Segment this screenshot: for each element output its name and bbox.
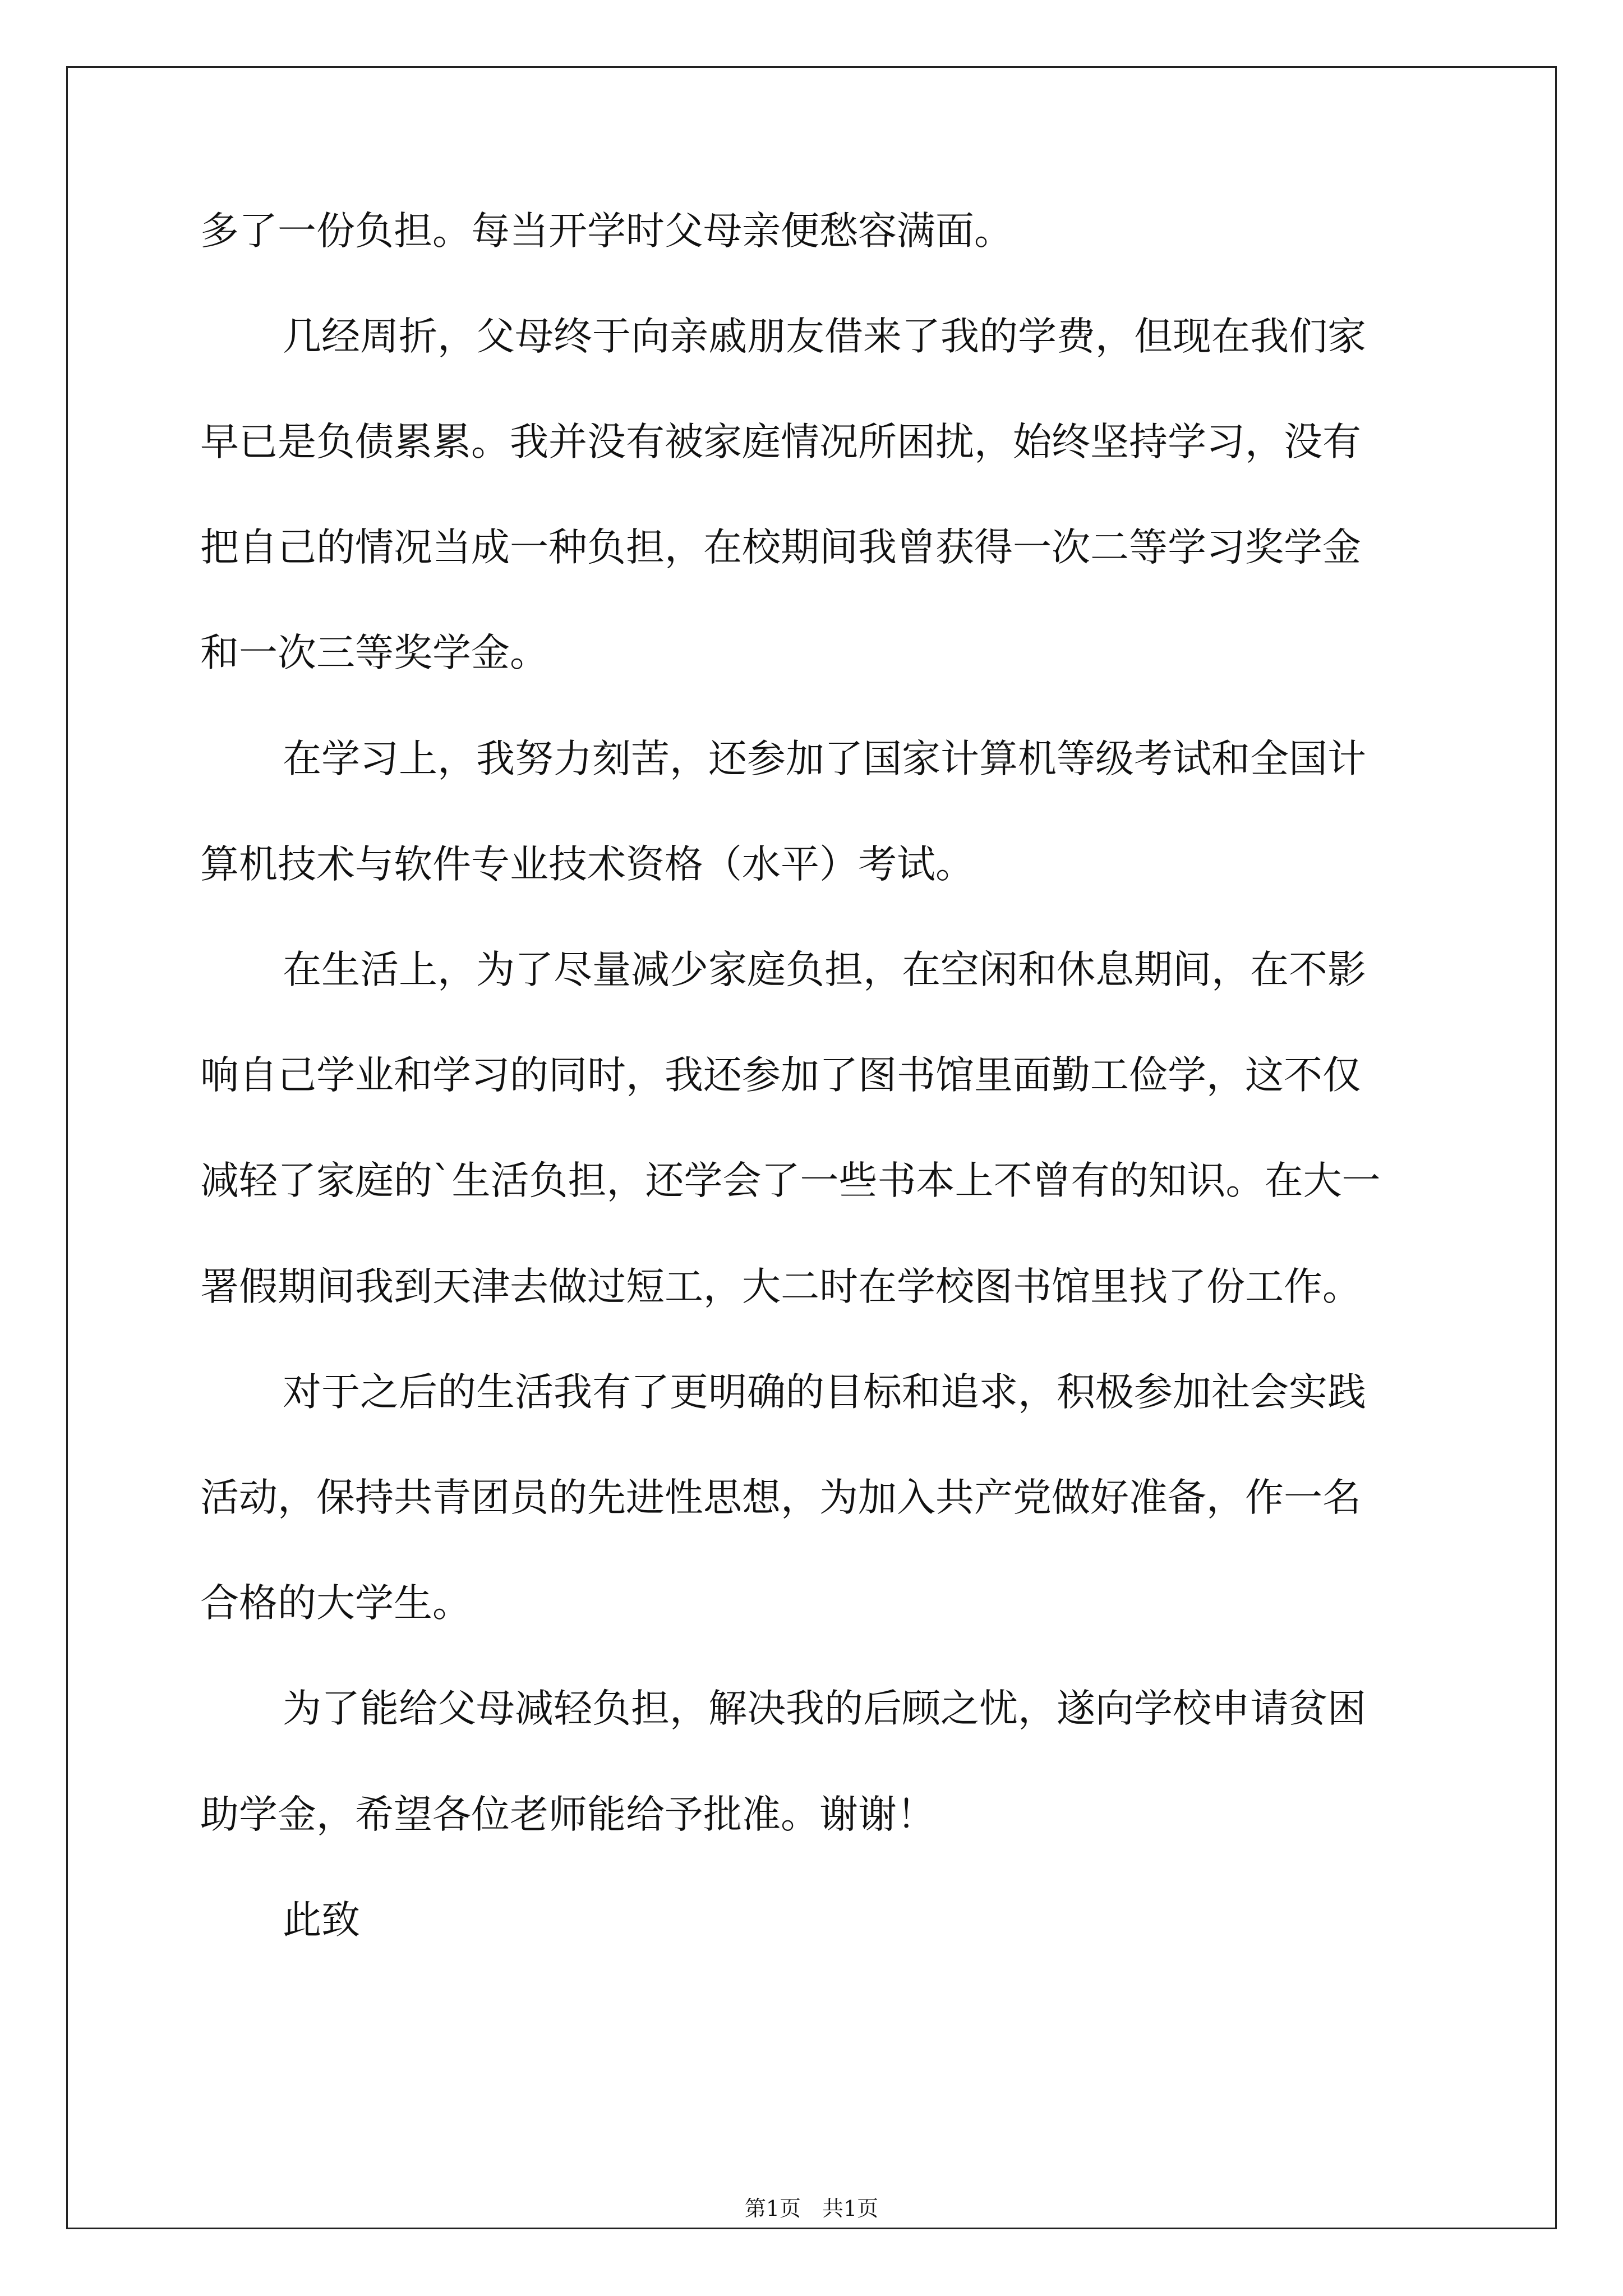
text-line: 署假期间我到天津去做过短工，大二时在学校图书馆里找了份工作。: [200, 1264, 1361, 1309]
text-line: 活动，保持共青团员的先进性思想，为加入共产党做好准备，作一名: [200, 1475, 1361, 1520]
page-number-footer: 第1页 共1页: [744, 2196, 879, 2221]
paragraph-start-line: 在学习上，我努力刻苦，还参加了国家计算机等级考试和全国计: [283, 737, 1366, 781]
paragraph-start-line: 对于之后的生活我有了更明确的目标和追求，积极参加社会实践: [283, 1370, 1366, 1415]
closing-salutation: 此致: [283, 1898, 360, 1943]
text-line: 减轻了家庭的`生活负担，还学会了一些书本上不曾有的知识。在大一: [200, 1158, 1381, 1203]
paragraph-start-line: 在生活上，为了尽量减少家庭负担，在空闲和休息期间，在不影: [283, 947, 1366, 992]
text-line: 算机技术与软件专业技术资格（水平）考试。: [200, 842, 974, 887]
text-line: 早已是负债累累。我并没有被家庭情况所困扰，始终坚持学习，没有: [200, 420, 1361, 464]
paragraph-start-line: 为了能给父母减轻负担，解决我的后顾之忧，遂向学校申请贫困: [283, 1686, 1366, 1731]
text-line: 助学金，希望各位老师能给予批准。谢谢！: [200, 1792, 935, 1837]
text-line: 把自己的情况当成一种负担，在校期间我曾获得一次二等学习奖学金: [200, 525, 1361, 570]
paragraph-start-line: 几经周折，父母终于向亲戚朋友借来了我的学费，但现在我们家: [283, 314, 1366, 359]
text-line: 和一次三等奖学金。: [200, 631, 548, 675]
text-line: 多了一份负担。每当开学时父母亲便愁容满面。: [200, 209, 1013, 254]
text-line: 响自己学业和学习的同时，我还参加了图书馆里面勤工俭学，这不仅: [200, 1053, 1361, 1098]
text-line: 合格的大学生。: [200, 1581, 471, 1626]
